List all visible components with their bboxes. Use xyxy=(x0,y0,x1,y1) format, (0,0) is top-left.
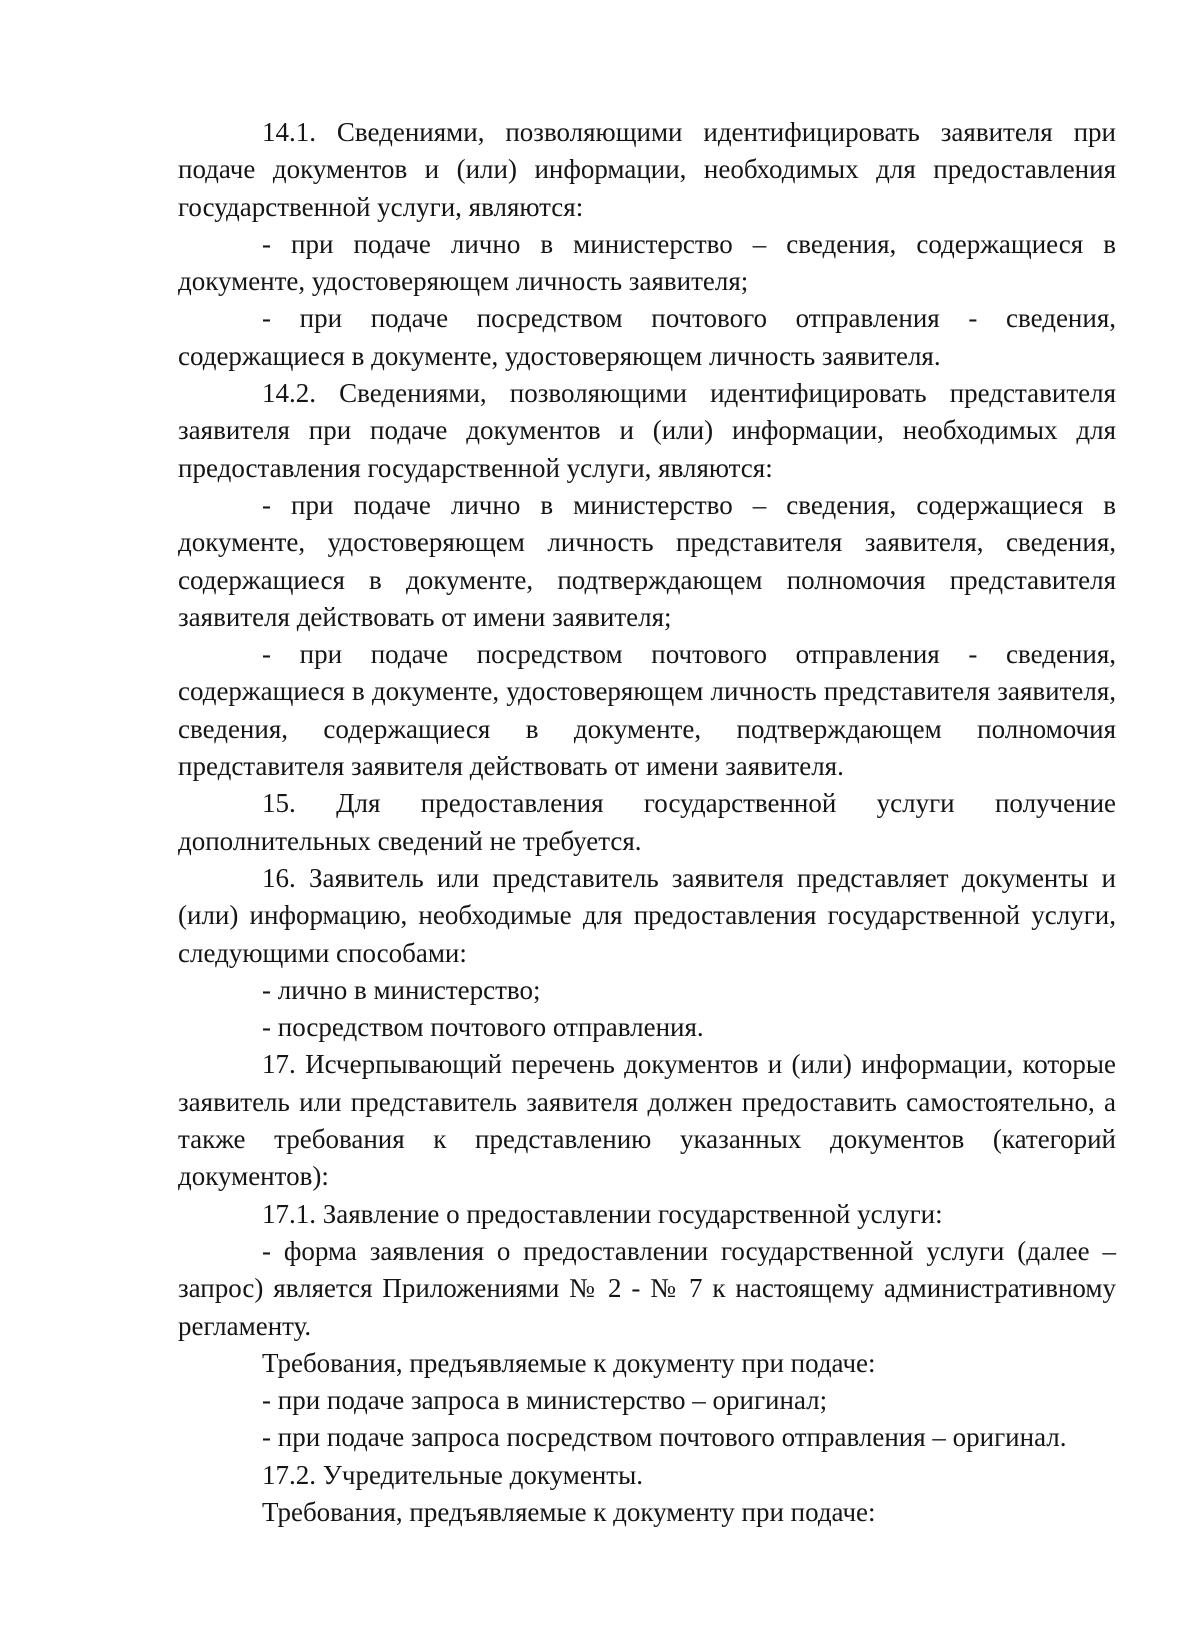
list-item-request-form: - форма заявления о предоставлении государственной услуги (далее – запрос) является Приложениями № 2 - № 7 к настоящему административному регламенту. xyxy=(178,1235,1116,1341)
list-item-method-mail: - посредством почтового отправления. xyxy=(262,1012,704,1043)
paragraph-16: 16. Заявитель или представитель заявителя представляет документы и (или) информацию, необходимые для предоставления государственной услуги, следующими способами: xyxy=(178,862,1116,968)
paragraph-14-1: 14.1. Сведениями, позволяющими идентифицировать заявителя при подаче документов и (или) информации, необходимых для предоставления государственной услуги, являются: xyxy=(178,117,1116,222)
list-item-method-in-person: - лично в министерство; xyxy=(262,974,541,1005)
paragraph-15: 15. Для предоставления государственной услуги получение дополнительных сведений не требуется. xyxy=(178,788,1116,856)
list-item-original-ministry: - при подаче запроса в министерство – оригинал; xyxy=(262,1385,828,1416)
list-item-representative-in-person: - при подаче лично в министерство – сведения, содержащиеся в документе, удостоверяющем личность представителя заявителя, сведения, содержащиеся в документе, подтверждающем полномочия представителя заявителя действовать от имени заявителя; xyxy=(178,489,1116,632)
paragraph-17-2: 17.2. Учредительные документы. xyxy=(262,1459,643,1490)
requirements-heading-2: Требования, предъявляемые к документу при подаче: xyxy=(262,1496,876,1527)
list-item-in-person: - при подаче лично в министерство – сведения, содержащиеся в документе, удостоверяющем личность заявителя; xyxy=(178,228,1116,297)
paragraph-17-1: 17.1. Заявление о предоставлении государственной услуги: xyxy=(262,1198,943,1229)
paragraph-14-2: 14.2. Сведениями, позволяющими идентифицировать представителя заявителя при подаче документов и (или) информации, необходимых для предоставления государственной услуги, являются: xyxy=(178,378,1116,483)
list-item-representative-by-mail: - при подаче посредством почтового отправления - сведения, содержащиеся в документе, удостоверяющем личность представителя заявителя, сведения, содержащиеся в документе, подтверждающем полномочия представителя заявителя действовать от имени заявителя. xyxy=(178,639,1116,782)
requirements-heading-1: Требования, предъявляемые к документу при подаче: xyxy=(262,1347,876,1378)
list-item-original-mail: - при подаче запроса посредством почтового отправления – оригинал. xyxy=(262,1422,1067,1453)
paragraph-17: 17. Исчерпывающий перечень документов и (или) информации, которые заявитель или представитель заявителя должен предоставить самостоятельно, а также требования к представлению указанных документов (категорий документов): xyxy=(178,1049,1116,1192)
document-body xyxy=(178,114,1116,1531)
list-item-by-mail: - при подаче посредством почтового отправления - сведения, содержащиеся в документе, удостоверяющем личность заявителя. xyxy=(178,303,1116,371)
